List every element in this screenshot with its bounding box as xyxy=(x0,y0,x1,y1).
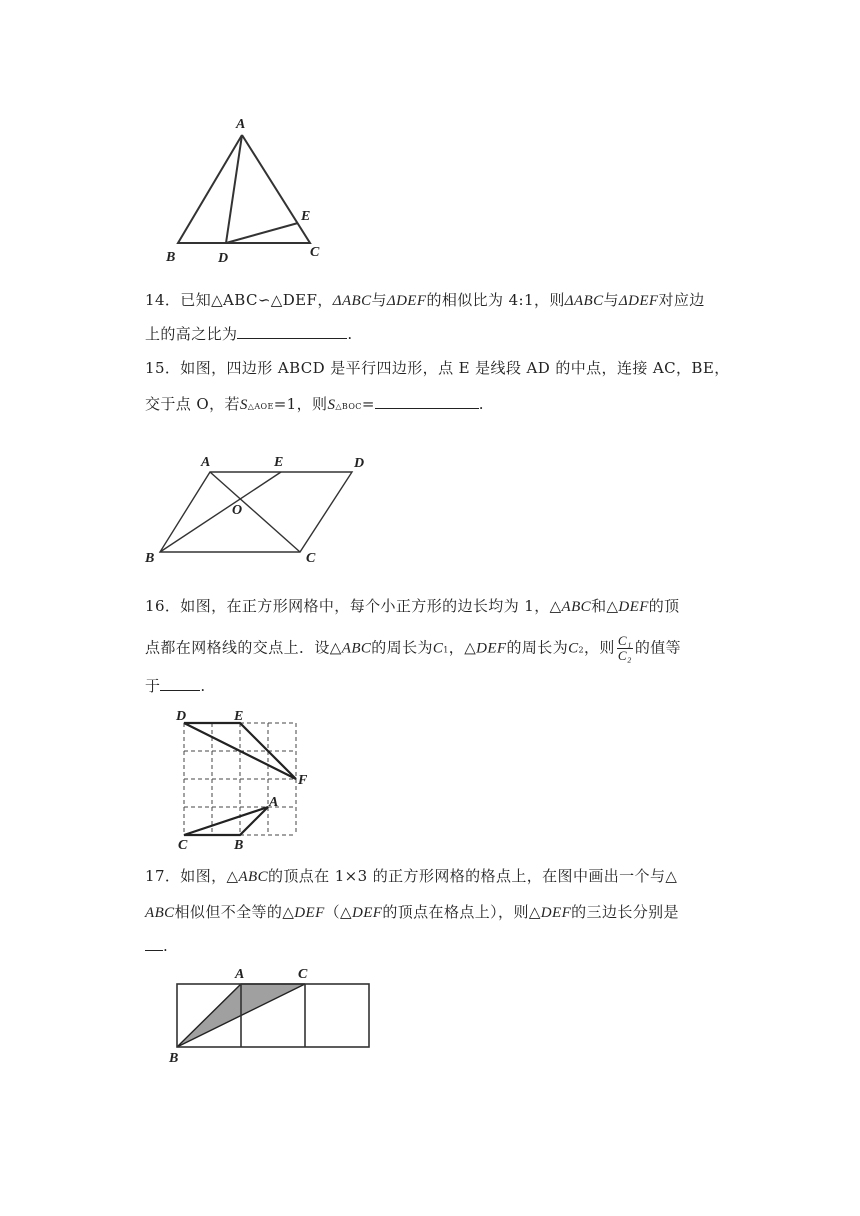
math-triangle: ABC xyxy=(238,869,268,885)
label-e: E xyxy=(301,209,311,224)
figure-grid-triangles xyxy=(170,705,330,855)
label-d: D xyxy=(218,251,229,266)
math-triangle: ABC xyxy=(341,640,372,657)
label-b: B xyxy=(169,1051,179,1066)
math-c2: C xyxy=(568,640,579,657)
question-number: 15． xyxy=(145,359,181,377)
math-triangle: ΔABC xyxy=(564,293,604,309)
segment-be xyxy=(160,472,281,552)
question-14-line-2 xyxy=(145,324,353,344)
text: 如图，在正方形网格中，每个小正方形的边长均为 1，△ xyxy=(180,597,562,615)
text: 对应边 xyxy=(658,291,705,309)
text: =1，则 xyxy=(273,395,328,413)
dashed-grid xyxy=(184,723,296,835)
math-subscript: 1 xyxy=(443,645,449,655)
label-c: C xyxy=(306,551,316,566)
fraction-denominator: C₂ xyxy=(617,648,632,663)
math-triangle: DEF xyxy=(294,905,325,921)
math-area: S xyxy=(239,397,248,413)
question-17-line-2 xyxy=(145,902,679,923)
label-e: E xyxy=(274,455,284,470)
label-a: A xyxy=(201,455,211,470)
text: ，则 xyxy=(584,638,615,657)
label-b: B xyxy=(234,838,244,853)
label-c: C xyxy=(298,967,308,982)
triangle-abc xyxy=(184,807,268,835)
question-16-line-1 xyxy=(145,596,680,617)
text: 的三边长分别是 xyxy=(571,903,679,921)
question-17-line-3 xyxy=(145,936,168,956)
figure-1x3-grid-triangle xyxy=(165,962,380,1072)
question-16-line-2 xyxy=(145,634,681,663)
math-area: S xyxy=(327,397,336,413)
text: ，△ xyxy=(448,638,477,657)
text: . xyxy=(200,677,206,695)
text: 与 xyxy=(603,291,619,309)
answer-blank[interactable] xyxy=(237,324,347,339)
fraction-c1-c2 xyxy=(617,634,633,663)
label-e: E xyxy=(234,709,244,724)
triangle-abc xyxy=(178,135,310,243)
label-b: B xyxy=(145,551,155,566)
math-triangle: DEF xyxy=(476,640,507,657)
math-subscript: 2 xyxy=(578,645,585,655)
text: 的周长为 xyxy=(506,638,569,657)
fraction-numerator: C₁ xyxy=(617,633,632,648)
math-triangle: ΔDEF xyxy=(618,293,659,309)
text: 的顶点在格点上），则△ xyxy=(382,903,541,921)
text: （△ xyxy=(324,903,352,921)
label-a: A xyxy=(235,967,245,982)
text: 的顶 xyxy=(648,597,680,615)
text: . xyxy=(478,395,484,413)
question-16-line-3 xyxy=(145,676,206,696)
text: 已知△ABC∽△DEF， xyxy=(180,291,333,309)
diagonal-ac xyxy=(210,472,300,552)
text: 交于点 O，若 xyxy=(145,395,240,413)
label-b: B xyxy=(166,250,176,265)
text: 的周长为 xyxy=(371,638,433,657)
text: 与 xyxy=(371,291,387,309)
label-o: O xyxy=(232,503,243,518)
segment-de xyxy=(226,223,298,243)
text: 的相似比为 4:1，则 xyxy=(426,291,565,309)
text: 的值等 xyxy=(634,638,682,657)
question-14-line-1 xyxy=(145,290,705,311)
question-17-line-1 xyxy=(145,866,677,887)
segment-ad xyxy=(226,135,242,243)
text: 上的高之比为 xyxy=(145,325,238,343)
math-triangle: ΔABC xyxy=(332,293,372,309)
text: . xyxy=(347,325,353,343)
question-15-line-1 xyxy=(145,358,730,378)
label-c: C xyxy=(178,838,188,853)
figure-triangle-abc-de xyxy=(150,105,340,270)
math-triangle: DEF xyxy=(618,599,649,615)
text: 相似但不全等的△ xyxy=(174,903,295,921)
label-d: D xyxy=(354,456,365,471)
text: . xyxy=(163,937,169,955)
math-subscript: △AOE xyxy=(247,402,274,411)
question-number: 16． xyxy=(145,597,181,615)
answer-blank[interactable] xyxy=(375,394,479,409)
text: 如图，四边形 ABCD 是平行四边形，点 E 是线段 AD 的中点，连接 AC，BE， xyxy=(180,359,730,377)
figure-parallelogram-abcd xyxy=(140,450,380,570)
text: 如图，△ xyxy=(180,867,239,885)
question-number: 17． xyxy=(145,867,181,885)
text: 和△ xyxy=(591,597,619,615)
label-a: A xyxy=(269,795,279,810)
answer-blank[interactable] xyxy=(145,936,163,951)
math-triangle: ABC xyxy=(145,905,175,921)
text: 点都在网格线的交点上．设△ xyxy=(145,638,342,657)
label-a: A xyxy=(236,117,246,132)
text: = xyxy=(361,395,375,413)
math-triangle: DEF xyxy=(540,905,572,921)
math-triangle: ΔDEF xyxy=(386,293,427,309)
question-15-line-2 xyxy=(145,394,484,417)
label-d: D xyxy=(176,709,187,724)
label-c: C xyxy=(310,245,320,260)
text: 于 xyxy=(145,677,161,695)
label-f: F xyxy=(298,773,308,788)
math-triangle: DEF xyxy=(351,905,383,921)
question-number: 14． xyxy=(145,291,181,309)
math-c1: C xyxy=(432,640,444,657)
math-subscript: △BOC xyxy=(335,402,362,411)
text: 的顶点在 1×3 的正方形网格的格点上，在图中画出一个与△ xyxy=(267,867,678,885)
answer-blank[interactable] xyxy=(160,676,200,691)
math-triangle: ABC xyxy=(561,599,592,615)
